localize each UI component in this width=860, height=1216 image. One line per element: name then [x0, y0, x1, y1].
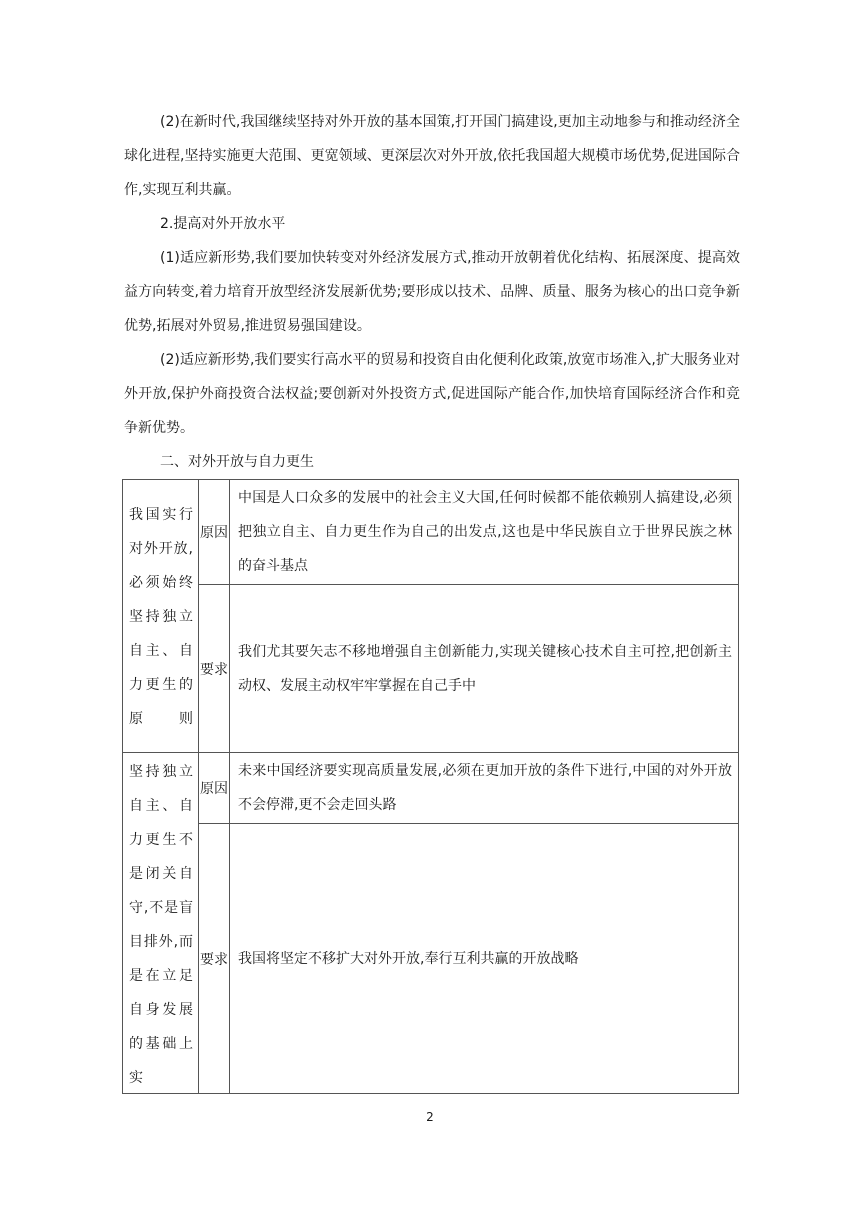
table-row [123, 824, 739, 1094]
topic-cell-independence [123, 480, 199, 753]
requirement-text-cell: 我国将坚定不移扩大对外开放,奉行互利共赢的开放战略 [230, 824, 739, 1094]
heading-raise-openness: 2.提高对外开放水平 [160, 216, 286, 232]
summary-table [122, 479, 739, 1094]
paragraph-investment: (2)适应新形势,我们要实行高水平的贸易和投资自由化便利化政策,放宽市场准入,扩大服务业对外开放,保护外商投资合法权益;要创新对外投资方式,促进国际产能合作,加快培育国际经济合作和竞争新优势。 [124, 352, 740, 436]
reason-text-cell: 未来中国经济要实现高质量发展,必须在更加开放的条件下进行,中国的对外开放不会停滞,更不会走回头路 [230, 753, 739, 824]
topic-text: 坚持独立自主、自力更生不是闭关自守,不是盲目排外,而是在立足自身发展的基础上实 [129, 764, 193, 1086]
topic-cell-not-closed [123, 753, 199, 1094]
table-row [123, 585, 739, 753]
heading-self-reliance: 二、对外开放与自力更生 [160, 454, 314, 470]
requirement-label-cell: 要求 [199, 585, 230, 753]
paragraph-opening-policy: (2)在新时代,我国继续坚持对外开放的基本国策,打开国门搞建设,更加主动地参与和推动经济全球化进程,坚持实施更大范围、更宽领域、更深层次对外开放,依托我国超大规模市场优势,促进国际合作,实现互利共赢。 [124, 114, 740, 198]
reason-text-cell: 中国是人口众多的发展中的社会主义大国,任何时候都不能依赖别人搞建设,必须把独立自主、自力更生作为自己的出发点,这也是中华民族自立于世界民族之林的奋斗基点 [230, 480, 739, 585]
paragraph-foreign-trade: (1)适应新形势,我们要加快转变对外经济发展方式,推动开放朝着优化结构、拓展深度、提高效益方向转变,着力培育开放型经济发展新优势;要形成以技术、品牌、质量、服务为核心的出口竞争新优势,拓展对外贸易,推进贸易强国建设。 [124, 250, 740, 334]
requirement-label-cell: 要求 [199, 824, 230, 1094]
table-row [123, 480, 739, 585]
page-number: 2 [426, 1110, 434, 1124]
requirement-text-cell: 我们尤其要矢志不移地增强自主创新能力,实现关键核心技术自主可控,把创新主动权、发展主动权牢牢掌握在自己手中 [230, 585, 739, 753]
reason-label-cell: 原因 [199, 753, 230, 824]
topic-text: 我国实行对外开放,必须始终坚持独立自主、自力更生的原则 [129, 507, 193, 727]
reason-label-cell: 原因 [199, 480, 230, 585]
table-row [123, 753, 739, 824]
